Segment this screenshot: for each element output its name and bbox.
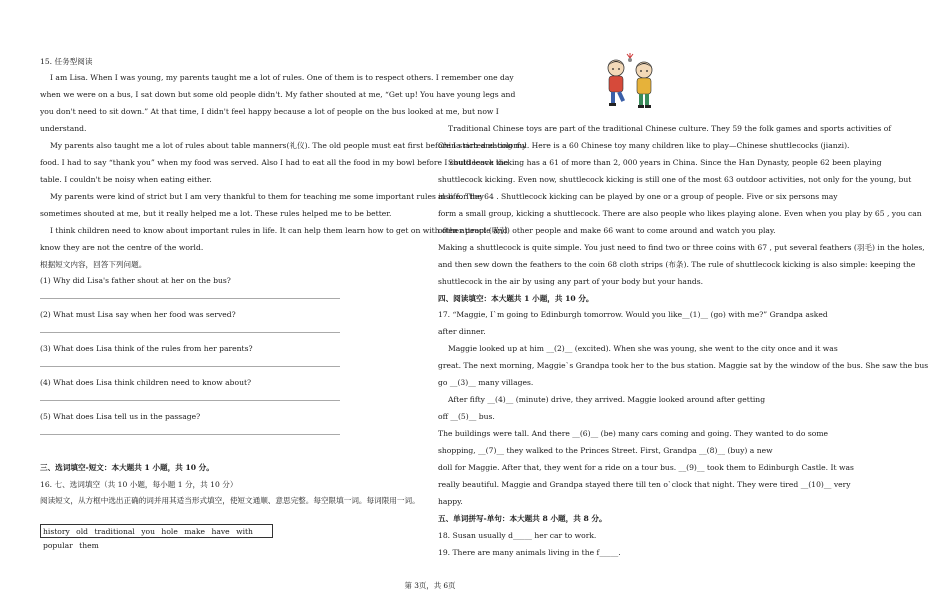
passage-line: My parents were kind of strict but I am very thankful to them for teaching me some important rules in life. They	[50, 192, 484, 201]
question-item: (5) What does Lisa tell us in the passage?	[40, 412, 201, 421]
instruction-text: 根据短文内容，回答下列问题。	[40, 260, 147, 269]
passage-line: shuttlecock in the air by using any part of your body but your hands.	[438, 277, 704, 286]
passage-line: Shuttlecock kicking has a 61 of more than 2, 000 years in China. Since the Han Dynasty, people 62 been playing	[448, 158, 882, 167]
passage-line: 17. “Maggie, I`m going to Edinburgh tomorrow. Would you like__(1)__ (go) with me?” Grandpa asked	[438, 310, 828, 319]
question-18: 18. Susan usually d_____ her car to work.	[438, 531, 597, 540]
section-5-heading: 五、单词拼写-单句：本大题共 8 小题，共 8 分。	[438, 514, 607, 523]
passage-line: Making a shuttlecock is quite simple. You just need to find two or three coins with 67 , put several feathers (羽毛) in the holes,	[438, 243, 925, 252]
passage-line: often attract (吸引) other people and make 66 want to come around and watch you play.	[438, 226, 776, 235]
passage-line: you don't need to sit down.” At that time, I didn't feel happy because a lot of people on the bus looked at me, but now I	[40, 107, 499, 116]
passage-line: table. I couldn't be noisy when eating either.	[40, 175, 212, 184]
question-item: (3) What does Lisa think of the rules from her parents?	[40, 344, 253, 353]
passage-line: also for the 64 . Shuttlecock kicking can be played by one or a group of people. Five or six persons may	[438, 192, 838, 201]
passage-line: when we were on a bus, I sat down but some old people didn't. My father shouted at me, “Get up! You have young legs and	[40, 90, 516, 99]
passage-line: sometimes shouted at me, but it really helped me a lot. These rules helped me to be better.	[40, 209, 392, 218]
passage-line: Maggie looked up at him __(2)__ (excited). When she was young, she went to the city once and it was	[448, 344, 838, 353]
question-15-title: 15. 任务型阅读	[40, 57, 93, 66]
answer-line[interactable]	[40, 332, 340, 333]
answer-line[interactable]	[40, 400, 340, 401]
question-19: 19. There are many animals living in the f_____.	[438, 548, 621, 557]
question-item: (2) What must Lisa say when her food was served?	[40, 310, 236, 319]
section-3-heading: 三、选词填空-短文：本大题共 1 小题，共 10 分。	[40, 463, 214, 472]
passage-line: The buildings were tall. And there __(6)__ (be) many cars coming and going. They wanted to do some	[438, 429, 829, 438]
question-item: (4) What does Lisa think children need to know about?	[40, 378, 252, 387]
passage-line: shuttlecock kicking. Even now, shuttlecock kicking is still one of the most 63 outdoor activities, not only for the young, but	[438, 175, 912, 184]
passage-line: I think children need to know about important rules in life. It can help them learn how to get on with other people and	[50, 226, 508, 235]
passage-line: shopping, __(7)__ they walked to the Princes Street. First, Grandpa __(8)__ (buy) a new	[438, 446, 773, 455]
passage-line: doll for Maggie. After that, they went for a ride on a tour bus. __(9)__ took them to Edinburgh Castle. It was	[438, 463, 854, 472]
answer-line[interactable]	[40, 434, 340, 435]
word-box: history old traditional you hole make have with popular them	[40, 524, 273, 538]
passage-line: know they are not the centre of the world.	[40, 243, 204, 252]
answer-line[interactable]	[40, 366, 340, 367]
question-16-title: 16. 七、选词填空（共 10 小题，每小题 1 分，共 10 分）	[40, 480, 238, 489]
page-footer: 第 3页，共 6页	[404, 581, 456, 590]
passage-line: After fifty __(4)__ (minute) drive, they arrived. Maggie looked around after getting	[448, 395, 766, 404]
passage-line: Traditional Chinese toys are part of the traditional Chinese culture. They 59 the folk games and sports activities of	[448, 124, 892, 133]
passage-line: I am Lisa. When I was young, my parents taught me a lot of rules. One of them is to respect others. I remember one day	[50, 73, 514, 82]
passage-line: My parents also taught me a lot of rules about table manners(礼仪). The old people must eat first before I started eating my	[50, 141, 527, 150]
passage-line: after dinner.	[438, 327, 486, 336]
question-item: (1) Why did Lisa's father shout at her on the bus?	[40, 276, 231, 285]
passage-line: and then sew down the feathers to the coin 68 cloth strips (布条). The rule of shuttlecock kicking is also simple: keeping the	[438, 260, 916, 269]
passage-line: food. I had to say “thank you” when my food was served. Also I had to eat all the food in my bowl before I could leave the	[40, 158, 509, 167]
answer-line[interactable]	[40, 298, 340, 299]
passage-line: China rich and colorful. Here is a 60 Chinese toy many children like to play—Chinese shuttlecocks (jianzi).	[438, 141, 850, 150]
passage-line: go __(3)__ many villages.	[438, 378, 534, 387]
passage-line: understand.	[40, 124, 87, 133]
passage-line: really beautiful. Maggie and Grandpa stayed there till ten o`clock that night. They were tired __(10)__ very	[438, 480, 851, 489]
passage-line: great. The next morning, Maggie`s Grandpa took her to the bus station. Maggie sat by the window of the bus. She saw the bus	[438, 361, 928, 370]
children-playing-illustration	[600, 54, 660, 116]
passage-line: form a small group, kicking a shuttlecock. There are also people who likes playing alone. Even when you play by 65 , you can	[438, 209, 922, 218]
section-4-heading: 四、阅读填空：本大题共 1 小题，共 10 分。	[438, 294, 594, 303]
passage-line: off __(5)__ bus.	[438, 412, 495, 421]
passage-line: happy.	[438, 497, 463, 506]
question-16-instruction: 阅读短文，从方框中选出正确的词并用其适当形式填空，使短文通顺、意思完整。每空限填一词。每词限用一词。	[40, 496, 420, 505]
